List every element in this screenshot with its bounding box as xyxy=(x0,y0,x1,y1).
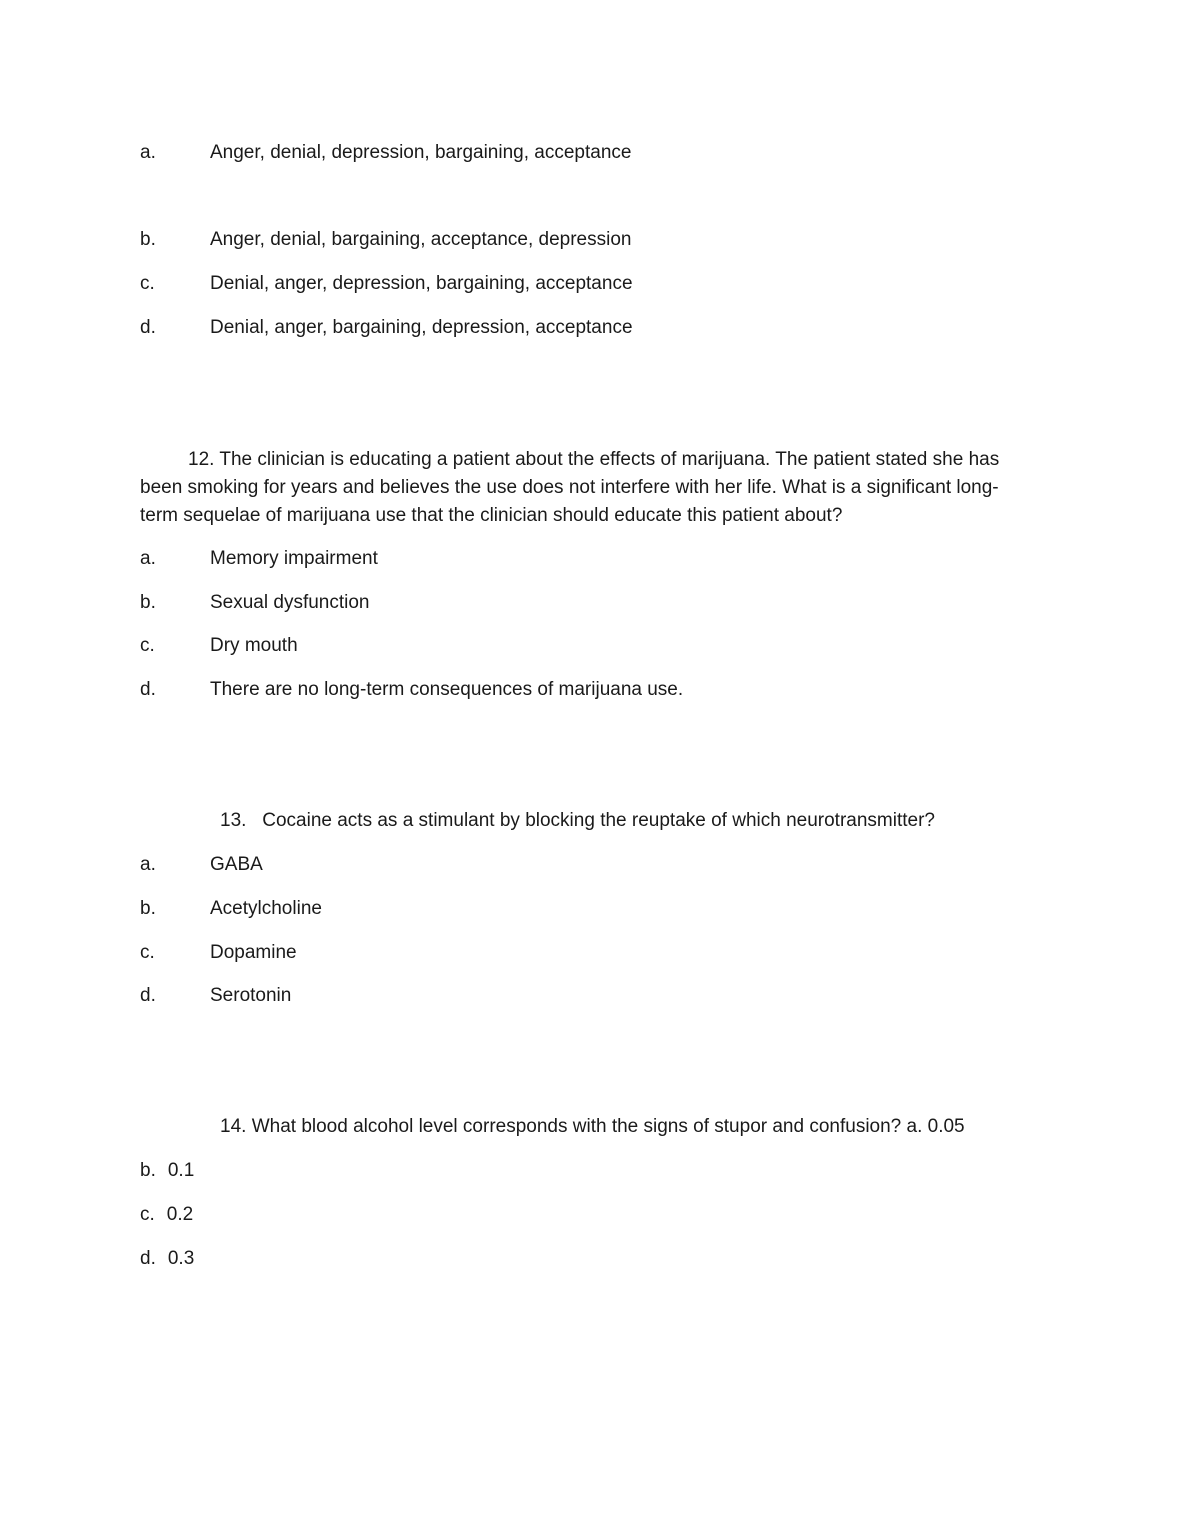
q13-option-c-text: Dopamine xyxy=(210,942,297,963)
q13-question: 13. Cocaine acts as a stimulant by blocking the reuptake of which neurotransmitter? xyxy=(220,810,935,831)
q11-option-c-letter: c. xyxy=(140,273,155,294)
q12-option-a-letter: a. xyxy=(140,548,156,569)
q13-option-b-letter: b. xyxy=(140,898,156,919)
q12-option-b-text: Sexual dysfunction xyxy=(210,592,370,613)
q13-option-d-letter: d. xyxy=(140,985,156,1006)
q14-option-b-letter: b. xyxy=(140,1160,156,1181)
q14-option-b xyxy=(140,1157,194,1185)
q12-question xyxy=(140,446,1040,530)
q11-option-c-text: Denial, anger, depression, bargaining, acceptance xyxy=(210,273,633,294)
q11-option-d-text: Denial, anger, bargaining, depression, acceptance xyxy=(210,317,633,338)
q13-option-a-text: GABA xyxy=(210,854,263,875)
q11-option-a-letter: a. xyxy=(140,142,156,163)
q14-option-b-text: 0.1 xyxy=(167,1160,195,1181)
q12-option-c-letter: c. xyxy=(140,635,155,656)
q12-option-c-text: Dry mouth xyxy=(210,635,298,656)
q11-option-b-text: Anger, denial, bargaining, acceptance, depression xyxy=(210,229,632,250)
q12-option-d-letter: d. xyxy=(140,679,156,700)
q11-option-a-text: Anger, denial, depression, bargaining, acceptance xyxy=(210,142,632,163)
q14-option-c xyxy=(140,1201,193,1229)
q12-option-d-text: There are no long-term consequences of marijuana use. xyxy=(210,679,684,700)
q12-question-line-3: term sequelae of marijuana use that the clinician should educate this patient about? xyxy=(140,505,843,526)
q13-option-a-letter: a. xyxy=(140,854,156,875)
q14-option-d xyxy=(140,1245,194,1273)
q13-option-c-letter: c. xyxy=(140,942,155,963)
q12-question-line-2: been smoking for years and believes the use does not interfere with her life. What is a significant long- xyxy=(140,477,999,498)
q11-option-b-letter: b. xyxy=(140,229,156,250)
q14-option-d-letter: d. xyxy=(140,1248,156,1269)
q13-option-d-text: Serotonin xyxy=(210,985,292,1006)
q14-option-c-text: 0.2 xyxy=(166,1204,194,1225)
q13-option-b-text: Acetylcholine xyxy=(210,898,322,919)
q14-question: 14. What blood alcohol level corresponds with the signs of stupor and confusion? a. 0.05 xyxy=(220,1116,965,1137)
q12-option-b-letter: b. xyxy=(140,592,156,613)
q12-option-a-text: Memory impairment xyxy=(210,548,378,569)
q14-option-c-letter: c. xyxy=(140,1204,155,1225)
q11-option-d-letter: d. xyxy=(140,317,156,338)
q12-question-line-1: 12. The clinician is educating a patient about the effects of marijuana. The patient stated she has xyxy=(188,449,1000,470)
q14-option-d-text: 0.3 xyxy=(167,1248,195,1269)
